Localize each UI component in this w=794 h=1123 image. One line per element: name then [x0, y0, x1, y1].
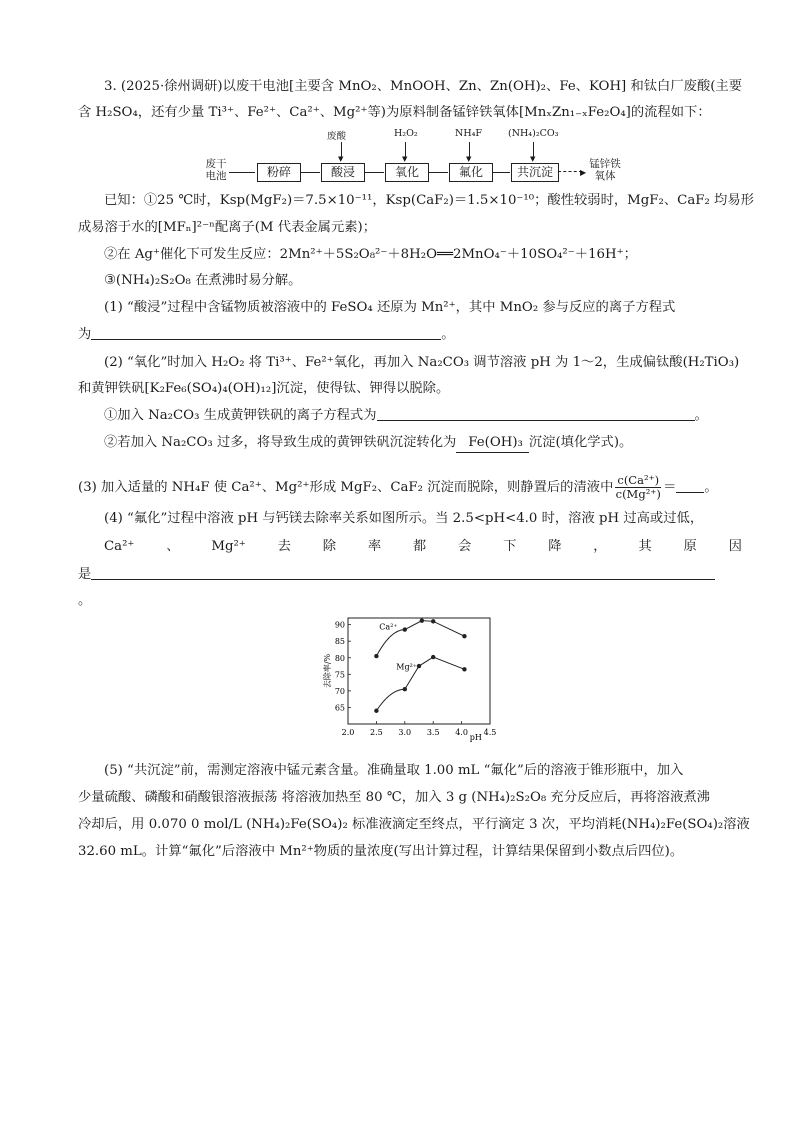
flow-step-coprecipitate: 共沉淀	[511, 163, 559, 182]
series-label-ca: Ca²⁺	[379, 622, 398, 632]
data-point-mg	[431, 655, 435, 659]
part2-line2: 和黄钾铁矾[K₂Fe₆(SO₄)₄(OH)₁₂]沉淀，使得钛、钾得以脱除。	[78, 381, 450, 396]
flow-reagent-nh4f: NH₄F	[455, 128, 482, 139]
removal-rate-chart	[320, 612, 510, 752]
part5-line1: (5) “共沉淀”前，需测定溶液中锰元素含量。准确量取 1.00 mL “氟化”后的溶液于锥形瓶中，加入	[104, 763, 684, 778]
plot-frame	[348, 618, 490, 724]
data-point-ca	[403, 627, 407, 631]
y-tick-label: 90	[334, 620, 345, 630]
part1-line2: 为 。	[78, 327, 455, 342]
data-point-mg	[462, 667, 466, 671]
y-tick-label: 65	[334, 703, 345, 713]
data-point-ca	[431, 619, 435, 623]
part4-line3: 是	[78, 566, 715, 584]
flow-step-fluorinate: 氟化	[449, 163, 493, 182]
part2-q2-answer: Fe(OH)₃	[456, 434, 529, 453]
part2-q1-answer-blank[interactable]	[377, 407, 695, 421]
part4-line1: (4) “氟化”过程中溶液 pH 与钙镁去除率关系如图所示。当 2.5<pH<4.0 时，溶液 pH 过高或过低，	[104, 511, 704, 526]
flow-step-acid-leach: 酸浸	[321, 163, 365, 182]
data-point-mg	[374, 709, 378, 713]
known-line3: ②在 Ag⁺催化下可发生反应：2Mn²⁺＋5S₂O₈²⁻＋8H₂O══2MnO₄⁻＋10SO₄²⁻＋16H⁺；	[104, 247, 637, 262]
data-point-ca	[462, 634, 466, 638]
part4-end: 。	[78, 593, 92, 608]
flow-step-oxidize: 氧化	[385, 163, 429, 182]
x-tick-label: 3.0	[398, 728, 412, 737]
y-tick-label: 70	[334, 686, 345, 696]
flow-end: 锰锌铁氧体	[589, 158, 621, 182]
flow-start: 废干电池	[205, 158, 227, 182]
y-axis-label: 去除率/%	[323, 653, 332, 689]
series-label-mg: Mg²⁺	[396, 662, 418, 672]
x-tick-label: 2.0	[341, 728, 355, 737]
part3-fraction: $\frac{\text{c(Ca²⁺)}}{\text{c(Mg²⁺)}}$	[615, 473, 661, 501]
part2-line1: (2) “氧化”时加入 H₂O₂ 将 Ti³⁺、Fe²⁺氧化，再加入 Na₂CO₃ 调节溶液 pH 为 1～2，生成偏钛酸(H₂TiO₃)	[104, 355, 740, 370]
part2-q1: ①加入 Na₂CO₃ 生成黄钾铁矾的离子方程式为 。	[104, 408, 708, 423]
y-tick-label: 85	[334, 637, 345, 647]
data-point-mg	[403, 687, 407, 691]
known-line2: 成易溶于水的[MFₙ]²⁻ⁿ配离子(M 代表金属元素)；	[78, 220, 377, 235]
x-tick-label: 3.5	[426, 728, 440, 737]
part4-line2: Ca²⁺ 、 Mg²⁺ 去 除 率 都 会 下 降 ， 其 原 因	[104, 539, 742, 554]
flow-reagent-nh4-2co3: (NH₄)₂CO₃	[508, 128, 559, 139]
part5-line3: 冷却后，用 0.070 0 mol/L (NH₄)₂Fe(SO₄)₂ 标准液滴定至终点，平行滴定 3 次，平均消耗(NH₄)₂Fe(SO₄)₂溶液	[78, 817, 750, 832]
part5-line2: 少量硫酸、磷酸和硝酸银溶液振荡 将溶液加热至 80 ℃，加入 3 g (NH₄)₂S₂O₈ 充分反应后，再将溶液煮沸	[78, 790, 710, 805]
part3-line: (3) 加入适量的 NH₄F 使 Ca²⁺、Mg²⁺形成 MgF₂、CaF₂ 沉淀而脱除，则静置后的清液中 $\frac{\text{c(Ca²⁺)}}{\text{c(Mg²⁺)}}$ ＝ 。	[78, 473, 718, 501]
data-point-mg	[417, 664, 421, 668]
data-point-ca	[420, 618, 424, 622]
data-point-ca	[374, 654, 378, 658]
x-tick-label: 2.5	[370, 728, 383, 737]
y-tick-label: 80	[334, 653, 345, 663]
part2-q2: ②若加入 Na₂CO₃ 过多，将导致生成的黄钾铁矾沉淀转化为 Fe(OH)₃ 沉淀(填化学式)。	[104, 434, 632, 453]
flow-reagent-h2o2: H₂O₂	[394, 128, 418, 139]
x-tick-label: 4.5	[483, 728, 497, 737]
part4-answer-blank[interactable]	[91, 566, 715, 580]
part1-answer-blank[interactable]	[91, 326, 441, 340]
flow-step-crush: 粉碎	[257, 163, 301, 182]
part3-answer-blank[interactable]	[676, 479, 704, 493]
flow-reagent-waste-acid: 废酸	[327, 131, 347, 142]
part1-line1: (1) “酸浸”过程中含锰物质被溶液中的 FeSO₄ 还原为 Mn²⁺，其中 MnO₂ 参与反应的离子方程式	[104, 300, 676, 315]
x-axis-label: pH	[469, 733, 482, 742]
question-intro-line2: 含 H₂SO₄，还有少量 Ti³⁺、Fe²⁺、Ca²⁺、Mg²⁺等)为原料制备锰锌铁氧体[MnₓZn₁₋ₓFe₂O₄]的流程如下：	[78, 105, 711, 120]
x-tick-label: 4.0	[455, 728, 468, 737]
part5-line4: 32.60 mL。计算“氟化”后溶液中 Mn²⁺物质的量浓度(写出计算过程，计算结果保留到小数点后四位)。	[78, 844, 684, 859]
y-tick-label: 75	[334, 670, 345, 680]
question-intro-line1: 3. (2025·徐州调研)以废干电池[主要含 MnO₂、MnOOH、Zn、Zn(OH)₂、Fe、KOH] 和钛白厂废酸(主要	[104, 79, 743, 94]
known-line4: ③(NH₄)₂S₂O₈ 在煮沸时易分解。	[104, 273, 302, 288]
known-line1: 已知：①25 ℃时，Ksp(MgF₂)＝7.5×10⁻¹¹，Ksp(CaF₂)＝1.5×10⁻¹⁰；酸性较弱时，MgF₂、CaF₂ 均易形	[104, 193, 754, 208]
